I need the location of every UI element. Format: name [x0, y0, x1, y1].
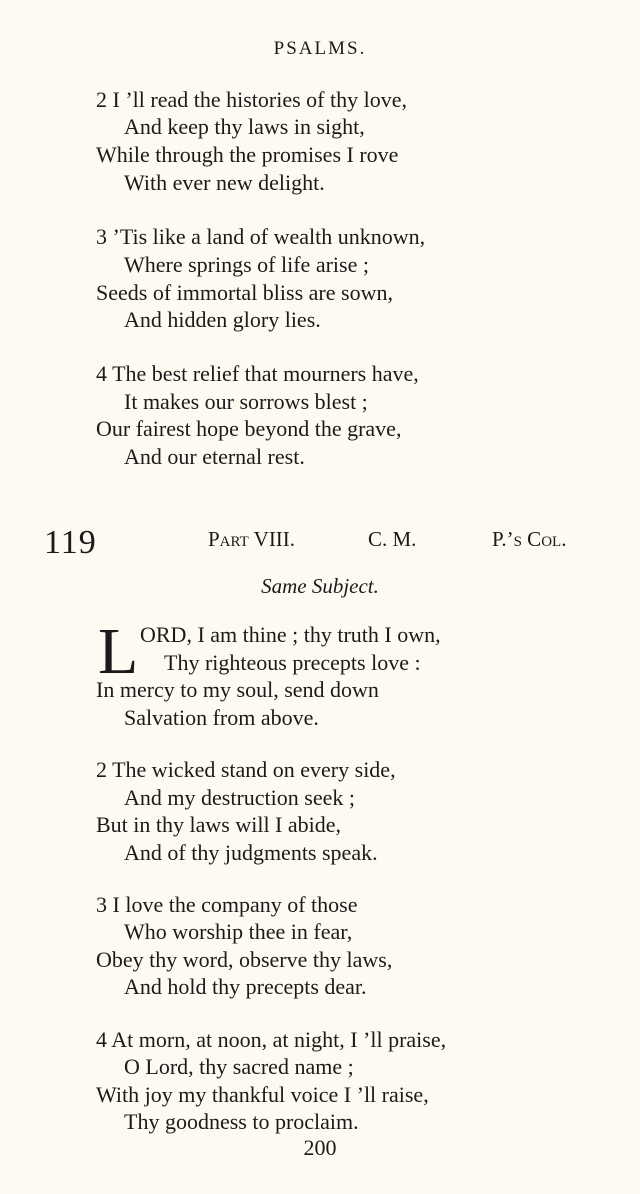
verse-line: Thy righteous precepts love :	[164, 650, 421, 675]
verse-line: Seeds of immortal bliss are sown,	[96, 280, 393, 305]
verse-line: 2 The wicked stand on every side,	[96, 757, 396, 782]
verse-line: Where springs of life arise ;	[124, 252, 369, 277]
verse-line: With ever new delight.	[124, 170, 325, 195]
verse-line: And of thy judgments speak.	[124, 840, 378, 865]
verse-line: And my destruction seek ;	[124, 785, 355, 810]
verse-line: 4 The best relief that mourners have,	[96, 361, 419, 386]
verse-line: And keep thy laws in sight,	[124, 114, 365, 139]
page-number: 200	[303, 1135, 337, 1160]
hymn-subject: Same Subject.	[261, 574, 379, 598]
verse-line: Thy goodness to proclaim.	[124, 1109, 359, 1134]
verse-line: O Lord, thy sacred name ;	[124, 1054, 354, 1079]
hymn-tune: P.’s Col.	[492, 527, 567, 551]
verse-line: Salvation from above.	[124, 705, 319, 730]
verse-line: In mercy to my soul, send down	[96, 677, 379, 702]
verse-line: And our eternal rest.	[124, 444, 305, 469]
verse-line: With joy my thankful voice I ’ll raise,	[96, 1082, 429, 1107]
verse-line: While through the promises I rove	[96, 142, 399, 167]
verse-line: 3 ’Tis like a land of wealth unknown,	[96, 224, 426, 249]
hymn-meter: C. M.	[368, 527, 417, 551]
hymn-number: 119	[44, 524, 97, 561]
verse-line: And hold thy precepts dear.	[124, 974, 367, 999]
verse-line: But in thy laws will I abide,	[96, 812, 342, 837]
verse-line: 2 I ’ll read the histories of thy love,	[96, 87, 407, 112]
verse-line: It makes our sorrows blest ;	[124, 389, 368, 414]
verse-line: 4 At morn, at noon, at night, I ’ll praise,	[96, 1027, 447, 1052]
verse-line: Who worship thee in fear,	[124, 919, 353, 944]
verse-line: ORD, I am thine ; thy truth I own,	[140, 622, 441, 647]
running-head: PSALMS.	[273, 38, 367, 59]
hymn-part: Part VIII.	[208, 527, 296, 551]
verse-line: Obey thy word, observe thy laws,	[96, 947, 393, 972]
verse-line: Our fairest hope beyond the grave,	[96, 416, 402, 441]
verse-line: 3 I love the company of those	[96, 892, 358, 917]
drop-cap: L	[98, 615, 139, 688]
verse-line: And hidden glory lies.	[124, 307, 321, 332]
